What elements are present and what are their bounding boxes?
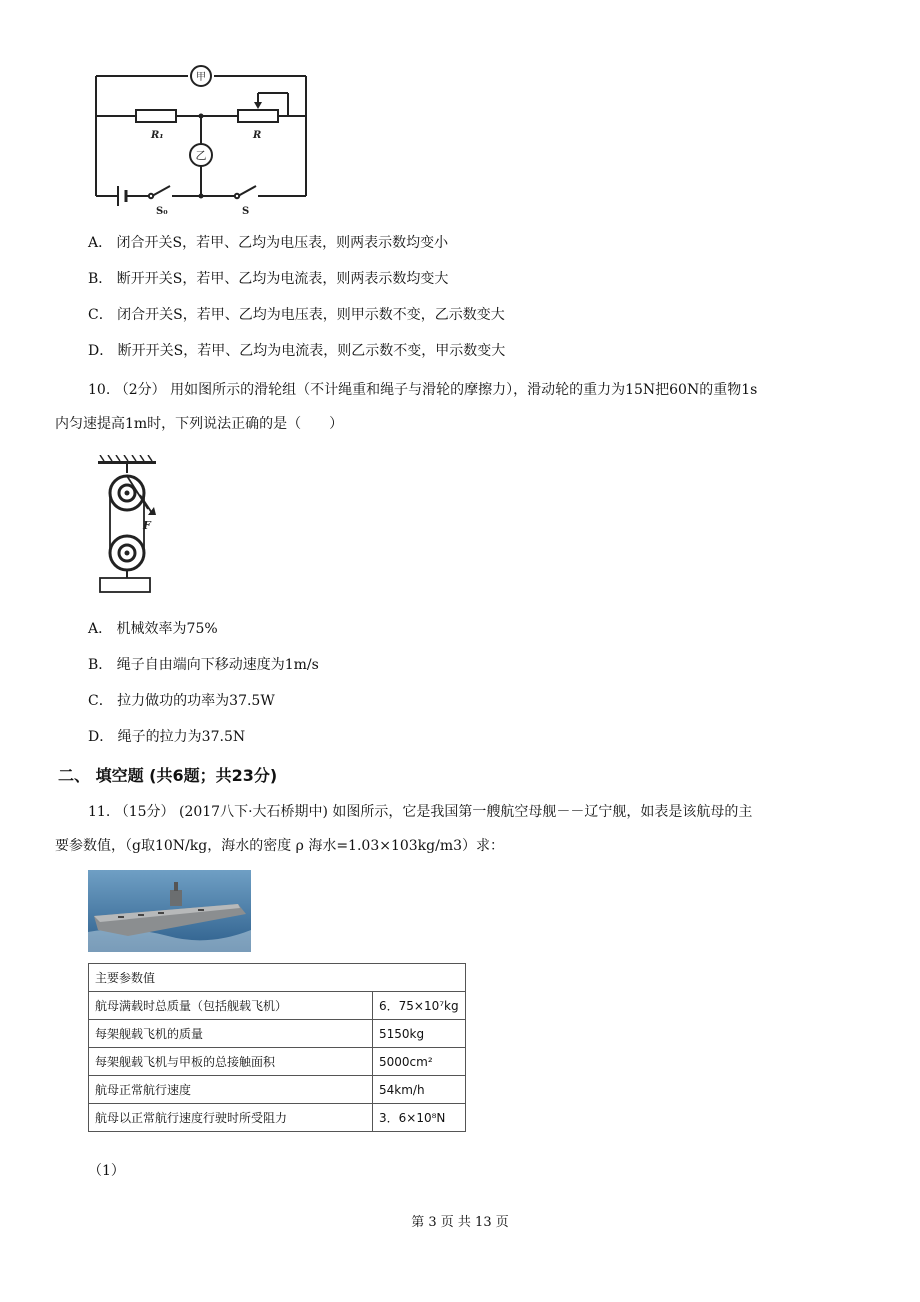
q9-option-a: A． 闭合开关S，若甲、乙均为电压表，则两表示数均变小 [88, 235, 449, 251]
switch-s0-label: S₀ [156, 206, 168, 217]
table-header-cell: 主要参数值 [89, 964, 466, 992]
table-cell-value: 3．6×10⁸N [373, 1104, 466, 1132]
q10-option-d: D． 绳子的拉力为37.5N [88, 729, 246, 745]
pulley-diagram [88, 455, 168, 595]
q9-option-c: C． 闭合开关S，若甲、乙均为电压表，则甲示数不变，乙示数变大 [88, 307, 505, 323]
table-row [89, 1020, 466, 1048]
q9-option-d: D． 断开开关S，若甲、乙均为电流表，则乙示数不变，甲示数变大 [88, 343, 506, 359]
meter-label-yi: 乙 [195, 149, 207, 162]
q10-option-a: A． 机械效率为75% [88, 621, 218, 637]
q10-option-c: C． 拉力做功的功率为37.5W [88, 693, 275, 709]
table-cell-label: 每架舰载飞机与甲板的总接触面积 [89, 1048, 373, 1076]
table-row [89, 1104, 466, 1132]
table-cell-label: 航母以正常航行速度行驶时所受阻力 [89, 1104, 373, 1132]
page-footer: 第 3 页 共 13 页 [411, 1215, 509, 1230]
q11-stem-line1: 11. （15分） (2017八下·大石桥期中) 如图所示，它是我国第一艘航空母舰－－辽宁舰，如表是该航母的主 [88, 804, 753, 820]
aircraft-carrier-photo [88, 870, 251, 952]
table-cell-value: 5000cm² [373, 1048, 466, 1076]
table-cell-value: 54km/h [373, 1076, 466, 1104]
carrier-parameter-table [88, 963, 466, 1132]
q10-stem-line1: 10. （2分） 用如图所示的滑轮组（不计绳重和绳子与滑轮的摩擦力），滑动轮的重力为15N把60N的重物1s [88, 382, 758, 398]
rheostat-r-label: R [253, 130, 262, 141]
table-row [89, 1048, 466, 1076]
force-f-label: F [143, 519, 151, 532]
circuit-diagram [88, 58, 318, 218]
q9-option-b: B． 断开开关S，若甲、乙均为电流表，则两表示数均变大 [88, 271, 449, 287]
q10-stem-line2: 内匀速提高1m时，下列说法正确的是（ ） [55, 416, 344, 432]
table-cell-value: 5150kg [373, 1020, 466, 1048]
resistor-r1-label: R₁ [151, 130, 164, 141]
q11-stem-line2: 要参数值，（g取10N/kg，海水的密度 ρ 海水=1.03×103kg/m3）求： [55, 838, 505, 854]
table-cell-value: 6．75×10⁷kg [373, 992, 466, 1020]
q11-subquestion-1: （1） [88, 1163, 125, 1179]
table-cell-label: 航母正常航行速度 [89, 1076, 373, 1104]
table-cell-label: 每架舰载飞机的质量 [89, 1020, 373, 1048]
section-title-fill-in: 二、 填空题 (共6题；共23分) [58, 766, 278, 785]
switch-s-label: S [242, 206, 250, 217]
table-header-row [89, 964, 466, 992]
q10-option-b: B． 绳子自由端向下移动速度为1m/s [88, 657, 319, 673]
meter-label-jia: 甲 [196, 72, 206, 83]
table-row [89, 1076, 466, 1104]
table-row [89, 992, 466, 1020]
table-cell-label: 航母满载时总质量（包括舰载飞机） [89, 992, 373, 1020]
